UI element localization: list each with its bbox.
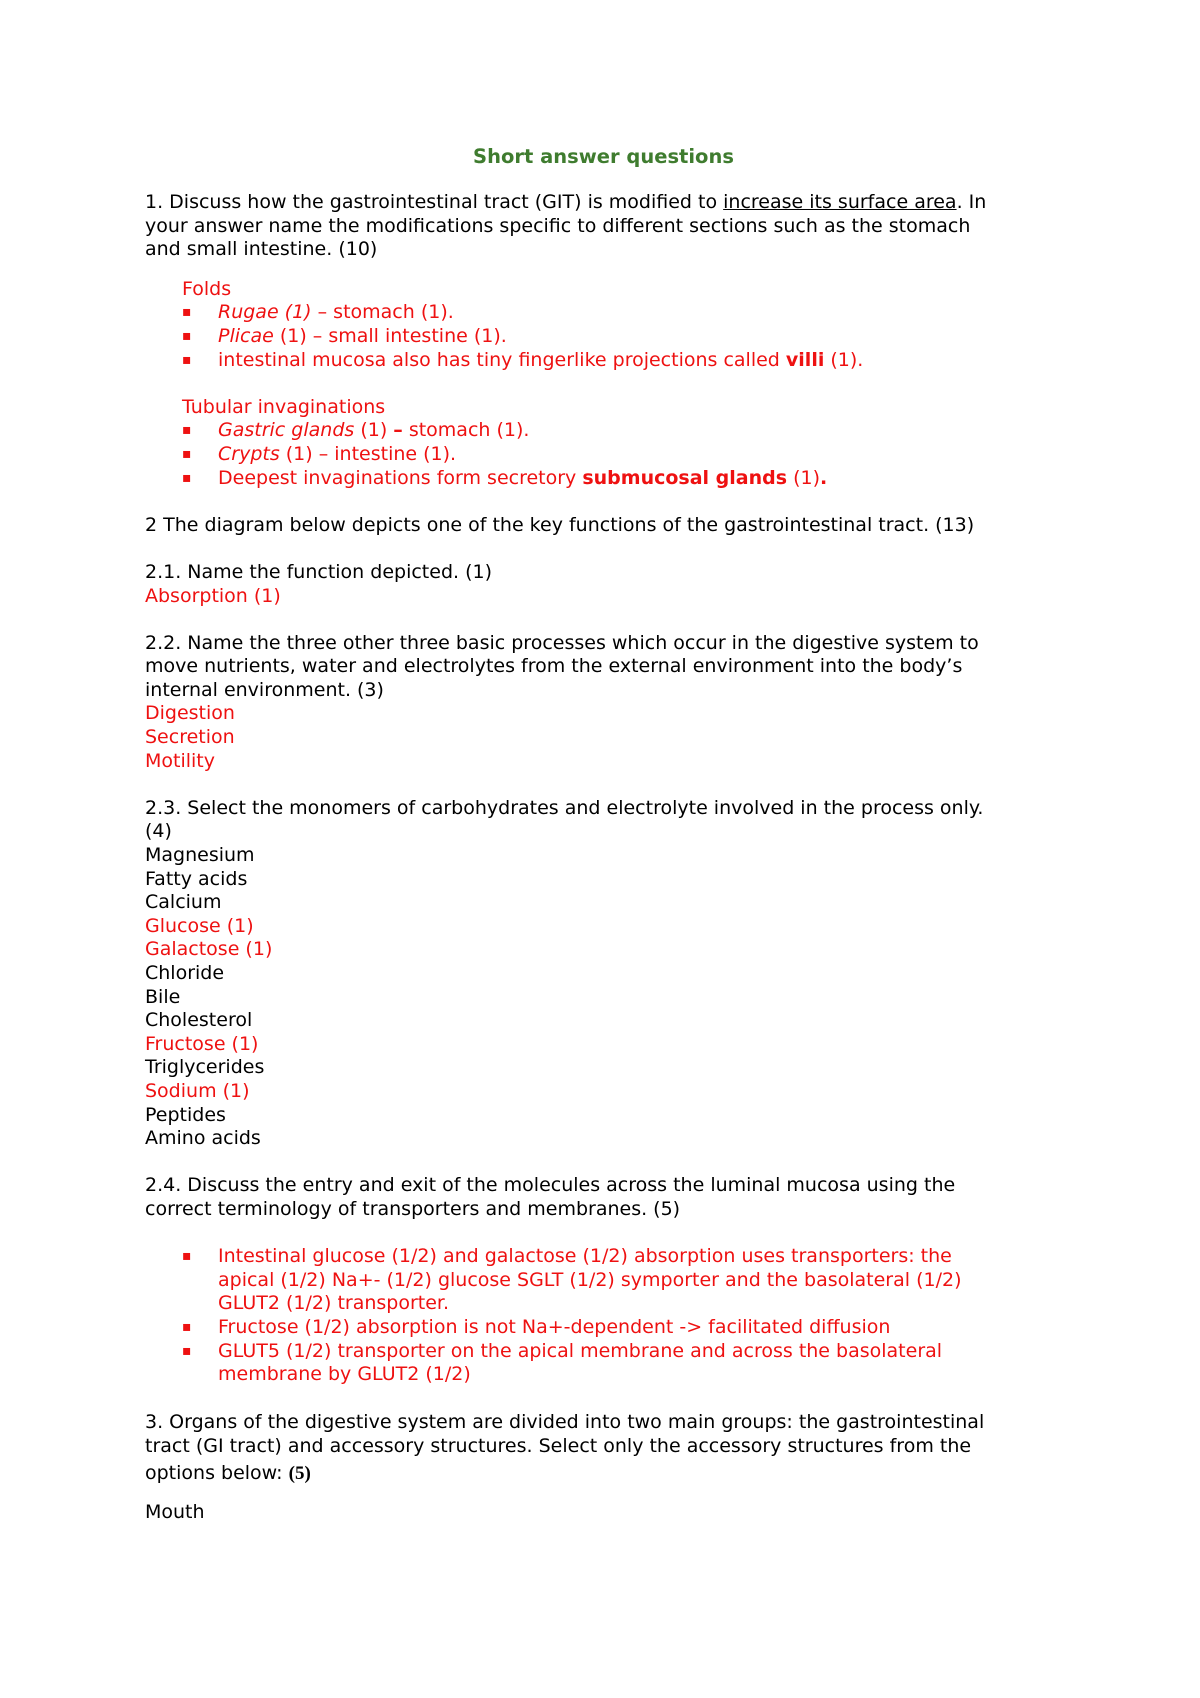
bullet-icon: ▪ — [182, 469, 192, 486]
question-3-text: options below: — [145, 1462, 289, 1485]
answer-text: Crypts — [218, 442, 280, 465]
spacer — [145, 490, 1055, 514]
question-3-line-2: tract (GI tract) and accessory structures. Select only the accessory structures from the — [145, 1435, 972, 1458]
answer-2-4-bullet-3-line-2: membrane by GLUT2 (1/2) — [218, 1363, 471, 1386]
bullet-icon: ▪ — [182, 422, 192, 439]
question-2-2-line-2: move nutrients, water and electrolytes from the external environment into the body’s — [145, 655, 963, 678]
answer-2-2-item: Digestion — [145, 702, 235, 725]
answer-2-4-bullet-3 — [145, 1340, 1055, 1364]
answer-2-1: Absorption (1) — [145, 584, 281, 607]
answer-bold-text: submucosal glands — [582, 466, 788, 489]
question-3 — [145, 1410, 1055, 1489]
question-1-text-end: . In — [956, 191, 987, 213]
tubular-invaginations-heading: Tubular invaginations — [182, 395, 386, 418]
bullet-icon: ▪ — [182, 1248, 192, 1265]
answer-text: Gastric glands — [218, 419, 355, 442]
answer-text: – stomach (1). — [311, 301, 454, 324]
folds-bullet-plicae — [145, 325, 1055, 349]
spacer — [145, 372, 1055, 396]
answer-text: (1) – small intestine (1). — [273, 324, 507, 347]
question-1-line-2: your answer name the modifications specific to different sections such as the stomach — [145, 214, 971, 237]
question-2-intro: 2 The diagram below depicts one of the key functions of the gastrointestinal tract. (13) — [145, 513, 975, 536]
document-body — [145, 191, 1055, 1525]
bullet-icon: ▪ — [182, 351, 192, 368]
folds-bullet-villi — [145, 349, 1055, 373]
answer-text: (1) – intestine (1). — [279, 442, 457, 465]
option-item: Glucose (1) — [145, 914, 254, 937]
question-1-line-3: and small intestine. (10) — [145, 238, 378, 261]
spacer — [145, 773, 1055, 797]
spacer — [145, 1222, 1055, 1246]
answer-text: – — [393, 419, 403, 442]
spacer — [145, 1489, 1055, 1501]
option-list — [145, 844, 1055, 1151]
answer-text: intestinal mucosa also has tiny fingerlike projections called — [218, 348, 786, 371]
answer-bold-text: villi — [785, 348, 825, 371]
answer-text: Rugae (1) — [218, 301, 312, 324]
answer-text: GLUT5 (1/2) transporter on the apical membrane and across the basolateral — [218, 1339, 943, 1362]
bullet-icon: ▪ — [182, 304, 192, 321]
question-3-line-3 — [145, 1458, 1055, 1489]
spacer — [145, 1387, 1055, 1411]
option-item: Calcium — [145, 891, 222, 914]
option-item: Triglycerides — [145, 1056, 265, 1079]
option-item: Bile — [145, 985, 181, 1008]
option-item: Fatty acids — [145, 867, 248, 890]
page-title: Short answer questions — [473, 145, 734, 168]
question-2-4-line-2: correct terminology of transporters and membranes. (5) — [145, 1197, 681, 1220]
option-item: Peptides — [145, 1103, 226, 1126]
answer-2-4-bullet-1-line-3: GLUT2 (1/2) transporter. — [218, 1292, 450, 1315]
answer-text: Intestinal glucose (1/2) and galactose (1/2) absorption uses transporters: the — [218, 1245, 952, 1268]
question-1-text: 1. Discuss how the gastrointestinal tract (GIT) is modified to — [145, 191, 724, 213]
answer-text: (1) — [787, 466, 821, 489]
question-2-2-line-3: internal environment. (3) — [145, 678, 384, 701]
question-3-marks: (5) — [288, 1463, 311, 1485]
question-2-3-line-1: 2.3. Select the monomers of carbohydrates and electrolyte involved in the process only. — [145, 796, 984, 819]
answer-text: (1). — [824, 348, 864, 371]
answer-text: stomach (1). — [402, 419, 530, 442]
option-item: Amino acids — [145, 1127, 261, 1150]
option-item: Sodium (1) — [145, 1079, 250, 1102]
answer-text: Plicae — [218, 324, 274, 347]
answer-2-4-bullet-1-line-2: apical (1/2) Na+- (1/2) glucose SGLT (1/2) symporter and the basolateral (1/2) — [218, 1268, 962, 1291]
option-item: Galactose (1) — [145, 938, 273, 961]
answer-text: Fructose (1/2) absorption is not Na+-dependent -> facilitated diffusion — [218, 1315, 891, 1338]
option-item: Cholesterol — [145, 1009, 253, 1032]
answer-2-2-item: Motility — [145, 749, 215, 772]
tubular-bullet-submucosal-glands — [145, 467, 1055, 491]
bullet-icon: ▪ — [182, 1318, 192, 1335]
question-2-4-line-1: 2.4. Discuss the entry and exit of the molecules across the luminal mucosa using the — [145, 1174, 956, 1197]
answer-text: Deepest invaginations form secretory — [218, 466, 583, 489]
tubular-bullet-crypts — [145, 443, 1055, 467]
option-item: Magnesium — [145, 844, 255, 867]
question-3-option: Mouth — [145, 1501, 205, 1524]
question-2-2-line-1: 2.2. Name the three other three basic processes which occur in the digestive system to — [145, 631, 979, 654]
question-1-line-1 — [145, 191, 1055, 215]
answer-2-4-bullet-1 — [145, 1245, 1055, 1269]
spacer — [145, 608, 1055, 632]
question-2-1: 2.1. Name the function depicted. (1) — [145, 560, 492, 583]
spacer — [145, 262, 1055, 278]
spacer — [145, 537, 1055, 561]
spacer — [145, 1151, 1055, 1175]
question-1-underlined-text: increase its surface area — [723, 191, 957, 213]
folds-heading: Folds — [182, 277, 232, 300]
answer-text: . — [820, 466, 828, 489]
question-3-line-1: 3. Organs of the digestive system are divided into two main groups: the gastrointestinal — [145, 1411, 985, 1434]
answer-text: (1) — [354, 419, 394, 442]
bullet-icon: ▪ — [182, 1342, 192, 1359]
option-item: Chloride — [145, 962, 225, 984]
option-item: Fructose (1) — [145, 1032, 259, 1055]
question-2-3-line-2: (4) — [145, 820, 172, 843]
bullet-icon: ▪ — [182, 327, 192, 344]
tubular-bullet-gastric-glands — [145, 419, 1055, 443]
bullet-icon: ▪ — [182, 445, 192, 462]
answer-2-4-bullet-2 — [145, 1316, 1055, 1340]
answer-2-2-item: Secretion — [145, 726, 235, 749]
folds-bullet-rugae — [145, 301, 1055, 325]
